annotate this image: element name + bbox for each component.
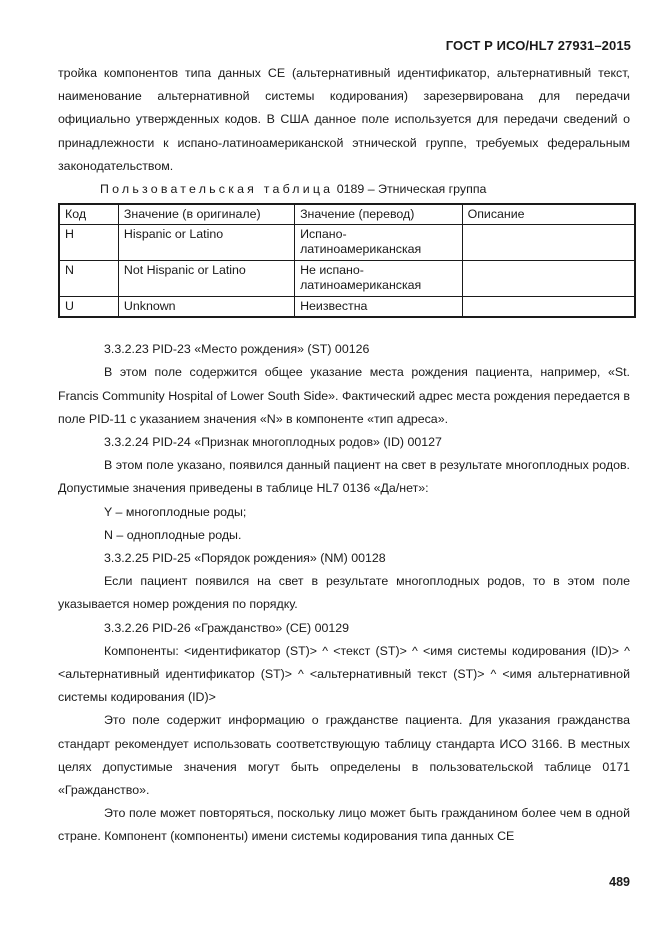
table-caption-title: 0189 – Этническая группа — [333, 182, 487, 197]
cell-code: N — [59, 261, 118, 297]
cell-value-original: Not Hispanic or Latino — [118, 261, 294, 297]
cell-value-translation: Испано-латиноамериканская — [295, 225, 463, 261]
cell-value-original: Unknown — [118, 297, 294, 318]
cell-description — [462, 261, 635, 297]
ethnic-group-table — [58, 203, 636, 318]
cell-description — [462, 297, 635, 318]
header-value-translation: Значение (перевод) — [295, 204, 463, 225]
paragraph-components: Компоненты: <идентификатор (ST)> ^ <текст (ST)> ^ <имя системы кодирования (ID)> ^ <альтернативный идентификатор (ST)> ^ <альтернативный текст (ST)> ^ <имя альтернативной системы кодирования (ID)> — [58, 643, 630, 705]
section-heading-pid-26: 3.3.2.26 PID-26 «Гражданство» (CE) 00129 — [104, 620, 350, 635]
paragraph: Это поле содержит информацию о гражданстве пациента. Для указания гражданства стандарт рекомендует использовать соответствующую таблицу стандарта ИСО 3166. В местных целях допустимые значения могут быть определены в пользовательской таблице 0171 «Гражданство». — [58, 713, 630, 798]
table-header-row — [59, 204, 635, 225]
section-heading-pid-24: 3.3.2.24 PID-24 «Признак многоплодных родов» (ID) 00127 — [104, 435, 442, 450]
table-row — [59, 261, 635, 297]
header-code: Код — [59, 204, 118, 225]
section-heading-pid-23: 3.3.2.23 PID-23 «Место рождения» (ST) 00126 — [104, 342, 370, 357]
table-caption-prefix: Пользовательская таблица — [100, 182, 334, 197]
paragraph: Это поле может повторяться, поскольку лицо может быть гражданином более чем в одной стране. Компонент (компоненты) имени системы кодирования типа данных CE — [58, 806, 630, 844]
cell-value-translation: Неизвестна — [295, 297, 463, 318]
paragraph: Если пациент появился на свет в результате многоплодных родов, то в этом поле указывается номер рождения по порядку. — [58, 574, 630, 612]
list-item: N – одноплодные роды. — [104, 527, 242, 542]
cell-value-translation: Не испано-латиноамериканская — [295, 261, 463, 297]
paragraph-continued: тройка компонентов типа данных CE (альтернативный идентификатор, альтернативный текст, наименование альтернативной системы кодирования) зарезервирована для передачи официально утвержденных кодов. В США данное поле используется для передачи сведений о принадлежности к испано-латиноамериканской этнической группе, требуемых федеральным законодательством. — [58, 66, 630, 173]
paragraph: В этом поле содержится общее указание места рождения пациента, например, «St. Francis Community Hospital of Lower South Side». Фактический адрес места рождения передается в поле PID-11 с указанием значения «N» в компоненте «тип адреса». — [58, 365, 630, 426]
list-item: Y – многоплодные роды; — [104, 504, 247, 519]
cell-description — [462, 225, 635, 261]
section-heading-pid-25: 3.3.2.25 PID-25 «Порядок рождения» (NM) 00128 — [104, 551, 386, 566]
header-description: Описание — [462, 204, 635, 225]
table-row — [59, 297, 635, 318]
paragraph: В этом поле указано, появился данный пациент на свет в результате многоплодных родов. Допустимые значения приведены в таблице HL7 0136 «Да/нет»: — [58, 458, 630, 496]
cell-value-original: Hispanic or Latino — [118, 225, 294, 261]
table-row — [59, 225, 635, 261]
page-number: 489 — [609, 875, 630, 889]
document-code-header: ГОСТ Р ИСО/HL7 27931–2015 — [445, 38, 631, 53]
table-caption — [58, 178, 630, 201]
page-content — [58, 62, 630, 849]
cell-code: H — [59, 225, 118, 261]
cell-code: U — [59, 297, 118, 318]
header-value-original: Значение (в оригинале) — [118, 204, 294, 225]
